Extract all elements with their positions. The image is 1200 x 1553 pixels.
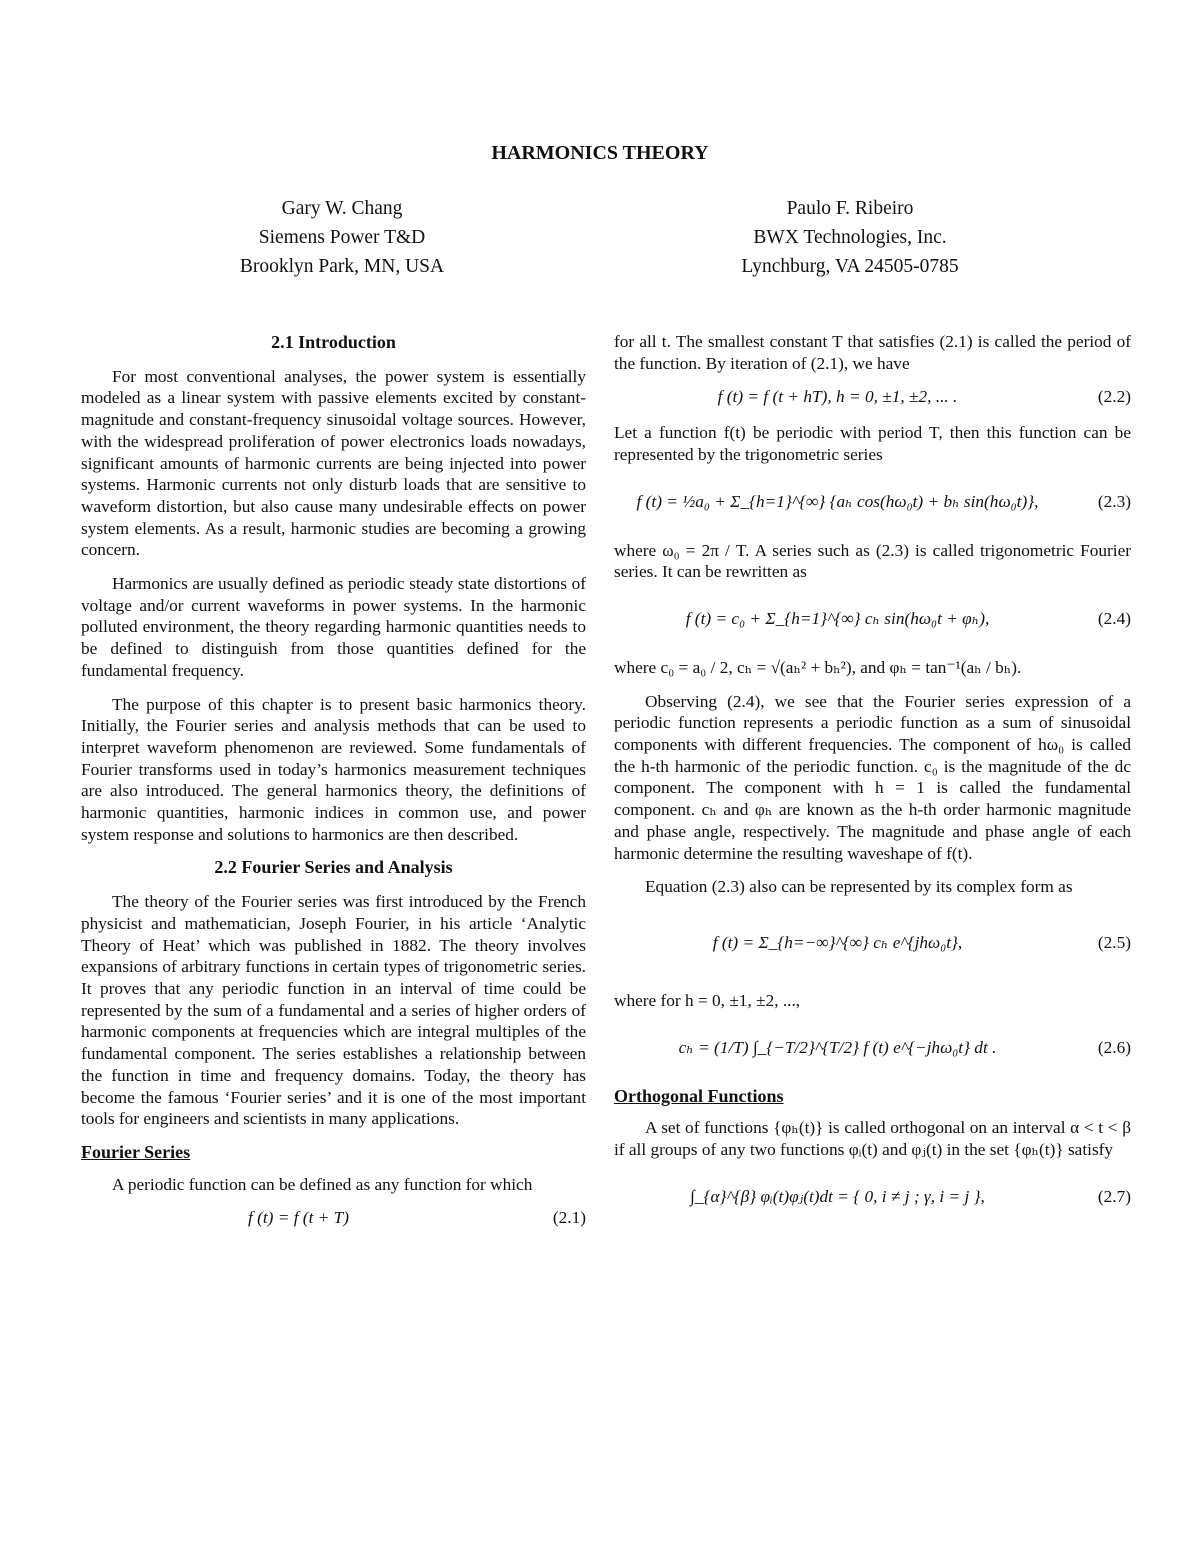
- author-affiliation: BWX Technologies, Inc.: [753, 227, 947, 248]
- paragraph: where for h = 0, ±1, ±2, ...,: [614, 990, 801, 1010]
- paragraph: A set of functions {φₕ(t)} is called orthogonal on an interval α < t < β if all groups of any two functions φᵢ(t) and φⱼ(t) in the set {φₕ(t)} satisfy: [614, 1118, 1131, 1160]
- equation-body: cₕ = (1/T) ∫_{−T/2}^{T/2} f (t) e^{−jhω₀t} dt .: [678, 1037, 997, 1057]
- equation-number: (2.3): [1097, 491, 1131, 511]
- paragraph: Let a function f(t) be periodic with period T, then this function can be represented by the trigonometric series: [614, 423, 1131, 464]
- author-location: Brooklyn Park, MN, USA: [239, 256, 445, 277]
- author-block-right: [640, 194, 1060, 281]
- paragraph: The theory of the Fourier series was first introduced by the French physicist and mathematician, Joseph Fourier, in his article ‘Analytic Theory of Heat’ which was published in 1882. The theory involves expansions of arbitrary functions in certain types of trigonometric series. It proves that any periodic function in an interval of time could be represented by the sum of a fundamental and a series of higher orders of harmonic components at frequencies which are integral multiples of the fundamental component. The series establishes a relationship between the function in time and frequency domains. Today, the theory has become the famous ‘Fourier series’ and it is one of the most important tools for engineers and scientists in many applications.: [81, 892, 586, 1129]
- equation-2-6: [614, 1024, 1131, 1072]
- section-heading-fourier-analysis: 2.2 Fourier Series and Analysis: [214, 857, 453, 878]
- equation-number: (2.2): [1097, 387, 1131, 407]
- paragraph: for all t. The smallest constant T that satisfies (2.1) is called the period of the function. By iteration of (2.1), we have: [614, 332, 1131, 373]
- paragraph: For most conventional analyses, the power system is essentially modeled as a linear system with passive elements excited by constant- magnitude and constant-frequency sinusoidal voltage sources. However, with the widespread proliferation of power electronics loads nowadays, significant amounts of harmonic currents are being injected into power systems. Harmonic currents not only disturb loads that are sensitive to waveform distortion, but also cause many undesirable effects on power system elements. As a result, harmonic studies are becoming a growing concern.: [81, 366, 586, 560]
- author-name: Paulo F. Ribeiro: [786, 198, 914, 219]
- left-column: [81, 332, 586, 1243]
- paragraph: Equation (2.3) also can be represented by its complex form as: [645, 877, 1073, 897]
- paragraph: where ω₀ = 2π / T. A series such as (2.3) is called trigonometric Fourier series. It can be rewritten as: [614, 540, 1131, 582]
- equation-number: (2.1): [552, 1208, 586, 1228]
- paragraph: The purpose of this chapter is to present basic harmonics theory. Initially, the Fourier series and analysis methods that can be used to interpret waveform phenomenon are reviewed. Some fundamentals of Fourier transforms used in today’s harmonics measurement techniques are also introduced. The general harmonics theory, the definitions of harmonic quantities, harmonic indices in common use, and power system response and solutions to harmonics are then described.: [81, 694, 586, 844]
- equation-body: f (t) = f (t + hT), h = 0, ±1, ±2, ... .: [717, 387, 958, 407]
- equation-body: f (t) = ½a₀ + Σ_{h=1}^{∞} {aₕ cos(hω₀t) + bₕ sin(hω₀t)},: [636, 491, 1039, 511]
- subheading-fourier-series: Fourier Series: [81, 1141, 191, 1162]
- equation-body: f (t) = f (t + T): [247, 1208, 350, 1228]
- equation-2-7: [614, 1173, 1131, 1221]
- page-title: HARMONICS THEORY: [491, 142, 709, 164]
- paragraph: Observing (2.4), we see that the Fourier series expression of a periodic function represents a periodic function as a sum of sinusoidal components with different frequencies. The component of hω₀ is called the h-th harmonic of the periodic function. c₀ is the magnitude of the dc component. The component with h = 1 is called the fundamental component. cₕ and φₕ are known as the h-th order harmonic magnitude and phase angle, respectively. The magnitude and phase angle of each harmonic determine the resulting waveshape of f(t).: [614, 691, 1131, 863]
- equation-2-3: [614, 478, 1131, 526]
- equation-body: f (t) = Σ_{h=−∞}^{∞} cₕ e^{jhω₀t},: [712, 933, 963, 953]
- subheading-orthogonal-functions: Orthogonal Functions: [614, 1085, 784, 1106]
- right-column: [614, 331, 1131, 1235]
- paragraph: Harmonics are usually defined as periodic steady state distortions of voltage and/or current waveforms in power systems. In the harmonic polluted environment, the theory regarding harmonic quantities needs to be defined to distinguish from those quantities defined for the fundamental frequency.: [81, 574, 586, 680]
- equation-2-5: [614, 910, 1131, 976]
- equation-body: f (t) = c₀ + Σ_{h=1}^{∞} cₕ sin(hω₀t + φₕ),: [685, 609, 990, 629]
- author-affiliation: Siemens Power T&D: [258, 227, 426, 248]
- equation-body: ∫_{α}^{β} φᵢ(t)φⱼ(t)dt = { 0, i ≠ j ; γ, i = j },: [690, 1186, 985, 1206]
- author-block-left: [132, 194, 552, 281]
- author-location: Lynchburg, VA 24505-0785: [741, 256, 959, 277]
- equation-2-1: [81, 1207, 586, 1229]
- equation-number: (2.7): [1097, 1186, 1131, 1206]
- section-heading-introduction: 2.1 Introduction: [271, 332, 396, 352]
- equation-2-2: [614, 386, 1131, 408]
- equation-2-4: [614, 595, 1131, 643]
- equation-number: (2.4): [1097, 609, 1131, 629]
- paragraph: where c₀ = a₀ / 2, cₕ = √(aₕ² + bₕ²), and φₕ = tan⁻¹(aₕ / bₕ).: [614, 657, 1022, 677]
- equation-number: (2.6): [1097, 1037, 1131, 1057]
- author-name: Gary W. Chang: [281, 198, 403, 219]
- equation-number: (2.5): [1097, 933, 1131, 953]
- paragraph: A periodic function can be defined as any function for which: [112, 1174, 533, 1194]
